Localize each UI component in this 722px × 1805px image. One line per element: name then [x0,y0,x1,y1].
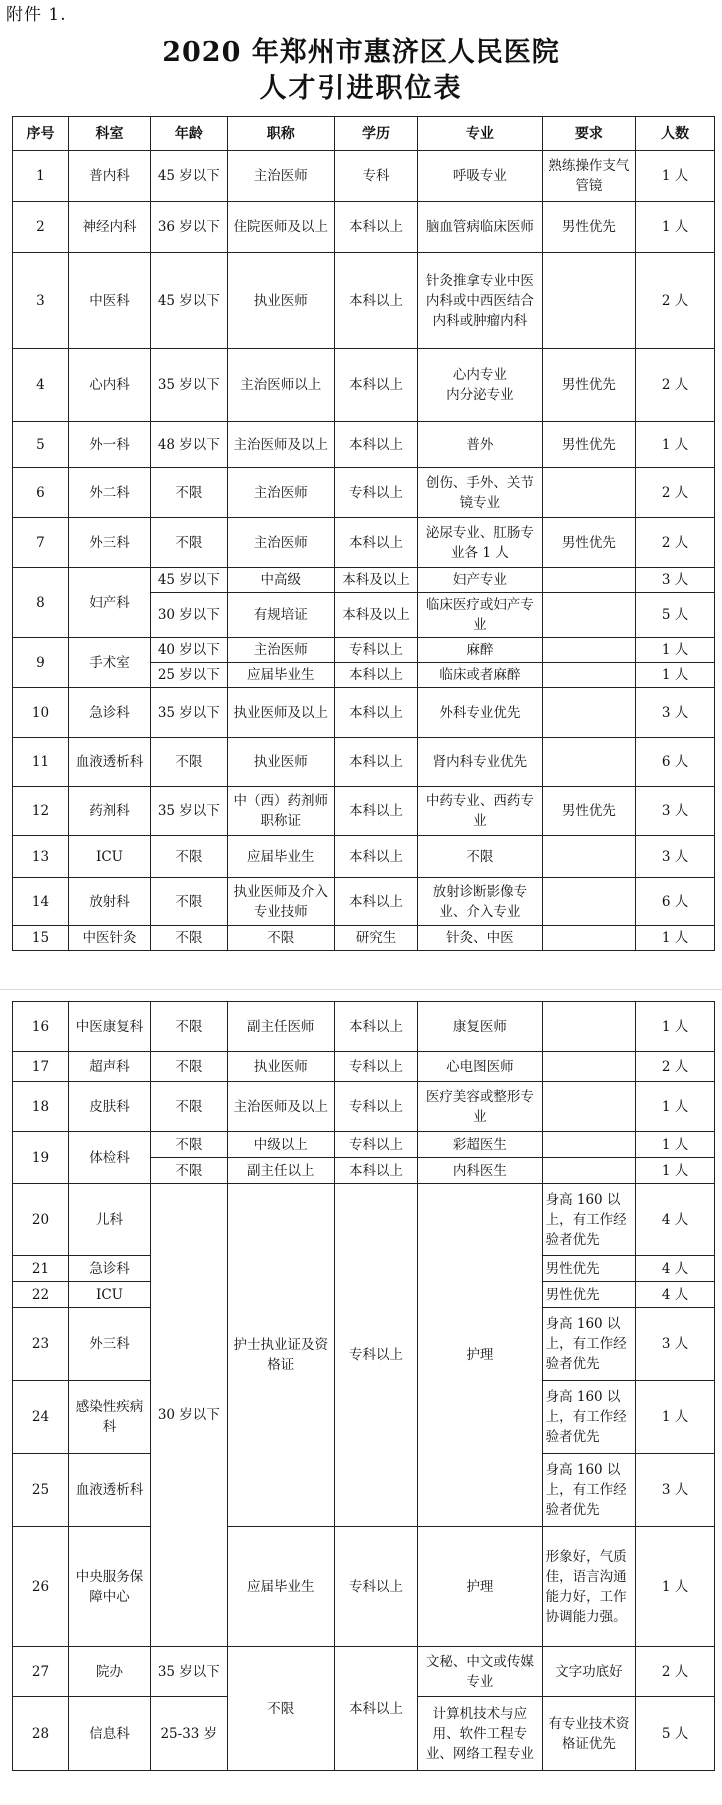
table-row [13,836,715,878]
cell-no: 27 [13,1647,69,1697]
table-row [13,1132,715,1158]
cell-no: 3 [13,253,69,349]
cell-req [542,1002,636,1052]
cell-count: 1 人 [636,663,715,688]
cell-req [542,878,636,926]
cell-req [542,593,636,638]
cell-no: 11 [13,738,69,787]
cell-title: 有规培证 [227,593,334,638]
page-break-line [0,989,722,990]
cell-age: 35 岁以下 [151,688,227,738]
cell-edu: 专科以上 [334,1082,417,1132]
cell-age: 不限 [151,738,227,787]
cell-count: 6 人 [636,878,715,926]
cell-req [542,688,636,738]
cell-req [542,1052,636,1082]
cell-edu: 本科以上 [334,836,417,878]
cell-title: 副主任以上 [227,1158,334,1184]
cell-count: 1 人 [636,1381,715,1454]
cell-req: 男性优先 [542,1256,636,1282]
header-edu: 学历 [334,117,417,151]
cell-dept: 神经内科 [68,202,150,253]
cell-count: 1 人 [636,1132,715,1158]
cell-req: 身高 160 以上，有工作经验者优先 [542,1184,636,1256]
cell-age: 35 岁以下 [151,787,227,836]
cell-req: 男性优先 [542,422,636,468]
cell-req: 男性优先 [542,202,636,253]
cell-major: 护理 [418,1184,542,1527]
cell-no: 6 [13,468,69,518]
table-row [13,787,715,836]
cell-dept: 外三科 [68,518,150,568]
header-age: 年龄 [151,117,227,151]
cell-count: 3 人 [636,836,715,878]
cell-title: 不限 [227,1647,334,1771]
cell-title: 主治医师 [227,638,334,663]
cell-major: 创伤、手外、关节镜专业 [418,468,542,518]
cell-no: 28 [13,1697,69,1771]
cell-major: 内科医生 [418,1158,542,1184]
cell-dept: 急诊科 [68,1256,150,1282]
cell-req: 文字功底好 [542,1647,636,1697]
cell-edu: 专科以上 [334,1052,417,1082]
cell-title: 执业医师及以上 [227,688,334,738]
cell-edu: 本科以上 [334,349,417,422]
cell-age: 45 岁以下 [151,253,227,349]
cell-no: 23 [13,1308,69,1381]
cell-dept: 手术室 [68,638,150,688]
cell-no: 22 [13,1282,69,1308]
cell-req [542,836,636,878]
cell-title: 中高级 [227,568,334,593]
cell-count: 1 人 [636,151,715,202]
cell-major: 肾内科专业优先 [418,738,542,787]
cell-no: 26 [13,1527,69,1647]
cell-title: 执业医师 [227,1052,334,1082]
cell-req [542,468,636,518]
cell-count: 5 人 [636,593,715,638]
cell-edu: 本科以上 [334,1647,417,1771]
cell-no: 12 [13,787,69,836]
cell-edu: 专科以上 [334,1184,417,1527]
cell-no: 19 [13,1132,69,1184]
table-row [13,1052,715,1082]
cell-edu: 专科以上 [334,1132,417,1158]
cell-title: 应届毕业生 [227,663,334,688]
table-row [13,349,715,422]
cell-age: 不限 [151,1082,227,1132]
cell-title: 不限 [227,926,334,951]
header-row [13,117,715,151]
cell-dept: 放射科 [68,878,150,926]
cell-count: 4 人 [636,1282,715,1308]
cell-count: 1 人 [636,926,715,951]
cell-age: 45 岁以下 [151,568,227,593]
cell-dept: 感染性疾病科 [68,1381,150,1454]
cell-req: 男性优先 [542,349,636,422]
cell-req [542,638,636,663]
cell-age: 不限 [151,878,227,926]
cell-count: 2 人 [636,349,715,422]
cell-no: 8 [13,568,69,638]
cell-major: 外科专业优先 [418,688,542,738]
cell-title: 主治医师及以上 [227,1082,334,1132]
cell-edu: 专科 [334,151,417,202]
cell-no: 14 [13,878,69,926]
table-row [13,688,715,738]
cell-age: 36 岁以下 [151,202,227,253]
cell-dept: 血液透析科 [68,738,150,787]
table-row [13,1082,715,1132]
table-row [13,1647,715,1697]
cell-dept: 血液透析科 [68,1454,150,1527]
cell-count: 1 人 [636,1082,715,1132]
cell-req: 男性优先 [542,787,636,836]
cell-age: 不限 [151,468,227,518]
cell-edu: 本科以上 [334,1158,417,1184]
cell-no: 16 [13,1002,69,1052]
cell-edu: 专科以上 [334,1527,417,1647]
cell-major: 计算机技术与应用、软件工程专业、网络工程专业 [418,1697,542,1771]
cell-major: 心电图医师 [418,1052,542,1082]
cell-req: 男性优先 [542,1282,636,1308]
table-row [13,1527,715,1647]
cell-major: 临床医疗或妇产专业 [418,593,542,638]
cell-major: 妇产专业 [418,568,542,593]
cell-no: 17 [13,1052,69,1082]
cell-major: 脑血管病临床医师 [418,202,542,253]
cell-major: 不限 [418,836,542,878]
cell-dept: 中央服务保障中心 [68,1527,150,1647]
table-row [13,1002,715,1052]
cell-req: 男性优先 [542,518,636,568]
cell-title: 住院医师及以上 [227,202,334,253]
cell-dept: 信息科 [68,1697,150,1771]
cell-no: 10 [13,688,69,738]
cell-title: 执业医师 [227,253,334,349]
cell-edu: 本科以上 [334,787,417,836]
cell-age: 48 岁以下 [151,422,227,468]
attachment-label: 附件 1. [6,5,67,25]
table-row [13,1184,715,1256]
cell-edu: 本科以上 [334,202,417,253]
header-req: 要求 [542,117,636,151]
cell-edu: 研究生 [334,926,417,951]
cell-edu: 本科及以上 [334,568,417,593]
cell-dept: 皮肤科 [68,1082,150,1132]
cell-major: 针灸、中医 [418,926,542,951]
cell-count: 3 人 [636,1454,715,1527]
cell-title: 主治医师以上 [227,349,334,422]
table-row [13,422,715,468]
cell-age: 45 岁以下 [151,151,227,202]
cell-edu: 本科以上 [334,663,417,688]
cell-count: 1 人 [636,1158,715,1184]
cell-dept: 儿科 [68,1184,150,1256]
cell-count: 1 人 [636,202,715,253]
page-title: 2020 年郑州市惠济区人民医院 [162,37,560,68]
cell-edu: 本科及以上 [334,593,417,638]
cell-major: 放射诊断影像专业、介入专业 [418,878,542,926]
cell-no: 5 [13,422,69,468]
cell-dept: ICU [68,1282,150,1308]
cell-major: 医疗美容或整形专业 [418,1082,542,1132]
cell-no: 4 [13,349,69,422]
table-row [13,253,715,349]
cell-dept: 体检科 [68,1132,150,1184]
cell-count: 1 人 [636,1002,715,1052]
cell-major: 护理 [418,1527,542,1647]
cell-dept: 心内科 [68,349,150,422]
cell-req [542,738,636,787]
cell-req [542,1132,636,1158]
cell-major: 彩超医生 [418,1132,542,1158]
cell-count: 5 人 [636,1697,715,1771]
cell-count: 6 人 [636,738,715,787]
cell-age: 不限 [151,1002,227,1052]
jobs-table-part2 [12,1001,715,1771]
cell-count: 2 人 [636,1647,715,1697]
cell-count: 3 人 [636,787,715,836]
cell-dept: 妇产科 [68,568,150,638]
cell-major: 文秘、中文或传媒专业 [418,1647,542,1697]
table-row [13,518,715,568]
cell-title: 主治医师及以上 [227,422,334,468]
cell-major: 麻醉 [418,638,542,663]
cell-dept: 药剂科 [68,787,150,836]
cell-age: 35 岁以下 [151,349,227,422]
cell-count: 3 人 [636,688,715,738]
cell-title: 应届毕业生 [227,1527,334,1647]
cell-dept: ICU [68,836,150,878]
page-subtitle: 人才引进职位表 [259,73,463,104]
cell-title: 执业医师及介入专业技师 [227,878,334,926]
cell-count: 2 人 [636,468,715,518]
cell-count: 1 人 [636,638,715,663]
cell-no: 2 [13,202,69,253]
cell-edu: 本科以上 [334,1002,417,1052]
cell-count: 2 人 [636,518,715,568]
cell-edu: 本科以上 [334,878,417,926]
table-row [13,468,715,518]
table-row [13,638,715,663]
header-no: 序号 [13,117,69,151]
header-major: 专业 [418,117,542,151]
cell-title: 主治医师 [227,468,334,518]
cell-age: 不限 [151,836,227,878]
cell-req [542,1158,636,1184]
cell-major: 心内专业 内分泌专业 [418,349,542,422]
cell-edu: 本科以上 [334,253,417,349]
cell-no: 9 [13,638,69,688]
cell-dept: 中医针灸 [68,926,150,951]
cell-count: 1 人 [636,422,715,468]
cell-age: 40 岁以下 [151,638,227,663]
cell-age: 35 岁以下 [151,1647,227,1697]
cell-req [542,926,636,951]
table-row [13,151,715,202]
cell-no: 25 [13,1454,69,1527]
cell-title: 中（西）药剂师职称证 [227,787,334,836]
cell-major: 临床或者麻醉 [418,663,542,688]
cell-dept: 外一科 [68,422,150,468]
cell-dept: 外三科 [68,1308,150,1381]
cell-no: 1 [13,151,69,202]
cell-req: 身高 160 以上，有工作经验者优先 [542,1381,636,1454]
cell-title: 护士执业证及资格证 [227,1184,334,1527]
cell-req [542,663,636,688]
cell-dept: 院办 [68,1647,150,1697]
cell-age: 30 岁以下 [151,593,227,638]
cell-count: 2 人 [636,253,715,349]
jobs-table-part1 [12,116,715,951]
table-row [13,202,715,253]
cell-no: 24 [13,1381,69,1454]
cell-age: 不限 [151,1158,227,1184]
cell-major: 泌尿专业、肛肠专业各 1 人 [418,518,542,568]
cell-req [542,568,636,593]
cell-no: 7 [13,518,69,568]
cell-edu: 本科以上 [334,688,417,738]
cell-title: 副主任医师 [227,1002,334,1052]
cell-age: 25-33 岁 [151,1697,227,1771]
cell-major: 普外 [418,422,542,468]
cell-title: 执业医师 [227,738,334,787]
cell-dept: 外二科 [68,468,150,518]
cell-req [542,253,636,349]
cell-req: 形象好，气质佳，语言沟通能力好，工作协调能力强。 [542,1527,636,1647]
cell-no: 15 [13,926,69,951]
cell-edu: 专科以上 [334,638,417,663]
cell-no: 13 [13,836,69,878]
cell-age: 25 岁以下 [151,663,227,688]
cell-count: 3 人 [636,1308,715,1381]
table-row [13,878,715,926]
table-row [13,926,715,951]
cell-count: 4 人 [636,1184,715,1256]
cell-req: 有专业技术资格证优先 [542,1697,636,1771]
cell-title: 主治医师 [227,518,334,568]
cell-count: 1 人 [636,1527,715,1647]
table-row [13,568,715,593]
cell-age: 不限 [151,1052,227,1082]
cell-title: 中级以上 [227,1132,334,1158]
cell-age: 不限 [151,518,227,568]
cell-dept: 超声科 [68,1052,150,1082]
cell-age: 不限 [151,926,227,951]
cell-no: 18 [13,1082,69,1132]
cell-major: 呼吸专业 [418,151,542,202]
cell-title: 主治医师 [227,151,334,202]
cell-dept: 普内科 [68,151,150,202]
cell-req [542,1082,636,1132]
header-title: 职称 [227,117,334,151]
cell-major: 康复医师 [418,1002,542,1052]
cell-age: 不限 [151,1132,227,1158]
cell-age: 30 岁以下 [151,1184,227,1647]
cell-dept: 中医康复科 [68,1002,150,1052]
cell-count: 4 人 [636,1256,715,1282]
cell-edu: 专科以上 [334,468,417,518]
cell-edu: 本科以上 [334,738,417,787]
cell-major: 针灸推拿专业中医内科或中西医结合内科或肿瘤内科 [418,253,542,349]
cell-dept: 急诊科 [68,688,150,738]
table-row [13,738,715,787]
cell-req: 熟练操作支气管镜 [542,151,636,202]
cell-dept: 中医科 [68,253,150,349]
header-dept: 科室 [68,117,150,151]
header-count: 人数 [636,117,715,151]
cell-count: 3 人 [636,568,715,593]
cell-title: 应届毕业生 [227,836,334,878]
cell-count: 2 人 [636,1052,715,1082]
cell-req: 身高 160 以上，有工作经验者优先 [542,1454,636,1527]
cell-edu: 本科以上 [334,422,417,468]
cell-major: 中药专业、西药专业 [418,787,542,836]
cell-no: 21 [13,1256,69,1282]
cell-no: 20 [13,1184,69,1256]
cell-req: 身高 160 以上，有工作经验者优先 [542,1308,636,1381]
cell-edu: 本科以上 [334,518,417,568]
